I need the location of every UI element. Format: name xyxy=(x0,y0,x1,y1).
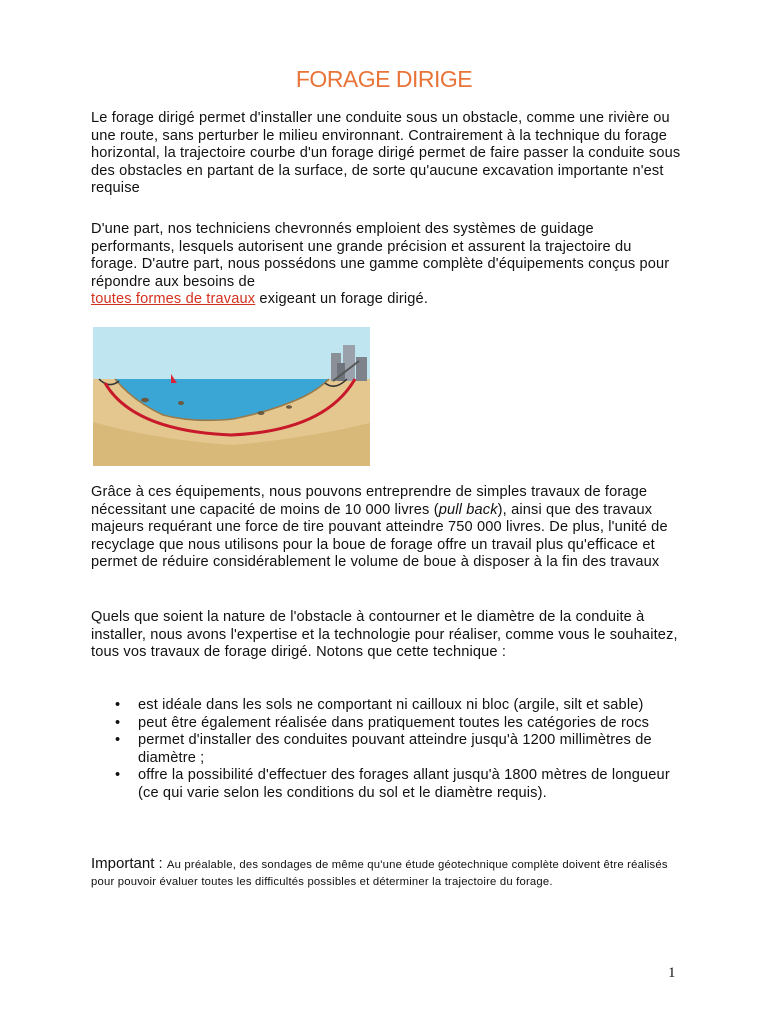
list-item-text: permet d'installer des conduites pouvant atteindre jusqu'à 1200 millimètres de diamètre ; xyxy=(138,732,652,766)
bullet-icon: • xyxy=(115,732,121,748)
important-note xyxy=(91,856,691,890)
equipment-paragraph xyxy=(91,484,681,572)
illustration-rock-3 xyxy=(258,411,265,415)
list-item xyxy=(91,697,681,715)
list-item-text: peut être également réalisée dans pratiquement toutes les catégories de rocs xyxy=(138,714,650,731)
equipment-paragraph-part-2: ), ainsi que des travaux majeurs requérant une force de tire pouvant atteindre 750 000 livres. De plus, l'unité de recyclage que nous utilisons pour la boue de forage offre un travail plus qu'efficace et permet de réduire considérablement le volume de boue à disposer à la fin des travaux xyxy=(91,501,668,570)
important-label: Important : xyxy=(91,855,167,872)
list-item xyxy=(91,732,681,767)
illustration-rock-2 xyxy=(178,401,184,405)
intro-paragraph-2 xyxy=(91,221,681,309)
illustration-building-3 xyxy=(356,357,367,381)
illustration-rock-1 xyxy=(141,398,149,402)
list-item-text: est idéale dans les sols ne comportant ni cailloux ni bloc (argile, silt et sable) xyxy=(138,697,644,713)
page-number: 1 xyxy=(668,965,676,981)
important-text: Au préalable, des sondages de même qu'une étude géotechnique complète doivent être réalisés pour pouvoir évaluer toutes les difficultés possibles et déterminer la trajectoire du forage. xyxy=(91,859,668,888)
expertise-paragraph: Quels que soient la nature de l'obstacle à contourner et le diamètre de la conduite à installer, nous avons l'expertise et la technologie pour réaliser, comme vous le souhaitez, tous vos travaux de forage dirigé. Notons que cette technique : xyxy=(91,609,678,660)
list-item xyxy=(91,767,681,802)
list-item-text: offre la possibilité d'effectuer des forages allant jusqu'à 1800 mètres de longueur (ce qui varie selon les conditions du sol et le diamètre requis). xyxy=(138,767,670,801)
bullet-icon: • xyxy=(115,767,121,783)
illustration-rock-4 xyxy=(286,405,292,409)
equipment-paragraph-part-1: Grâce à ces équipements, nous pouvons entreprendre de simples travaux de forage nécessitant une capacité de moins de 10 000 livres ( xyxy=(91,484,648,518)
works-link[interactable]: toutes formes de travaux xyxy=(91,291,256,307)
intro-paragraph-2-end: exigeant un forage dirigé. xyxy=(255,291,429,307)
list-item xyxy=(91,715,681,733)
bullet-icon: • xyxy=(115,714,121,731)
bullet-icon: • xyxy=(115,697,121,713)
page-title: FORAGE DIRIGE xyxy=(295,66,473,92)
intro-paragraph-2-text: D'une part, nos techniciens chevronnés emploient des systèmes de guidage performants, lesquels autorisent une grande précision et assurent la trajectoire du forage. D'autre part, nous possédons une gamme complète d'équipements conçus pour répondre aux besoins de xyxy=(91,221,670,290)
intro-paragraph-1: Le forage dirigé permet d'installer une conduite sous un obstacle, comme une rivière ou une route, sans perturber le milieu environnant. Contrairement à la technique du forage horizontal, la trajectoire courbe d'un forage dirigé permet de faire passer la conduite sous des obstacles en partant de la surface, de sorte qu'aucune excavation importante n'est requise xyxy=(91,110,681,196)
pull-back-term: pull back xyxy=(438,501,498,518)
technique-bullet-list xyxy=(91,697,681,802)
drilling-illustration xyxy=(93,327,370,466)
